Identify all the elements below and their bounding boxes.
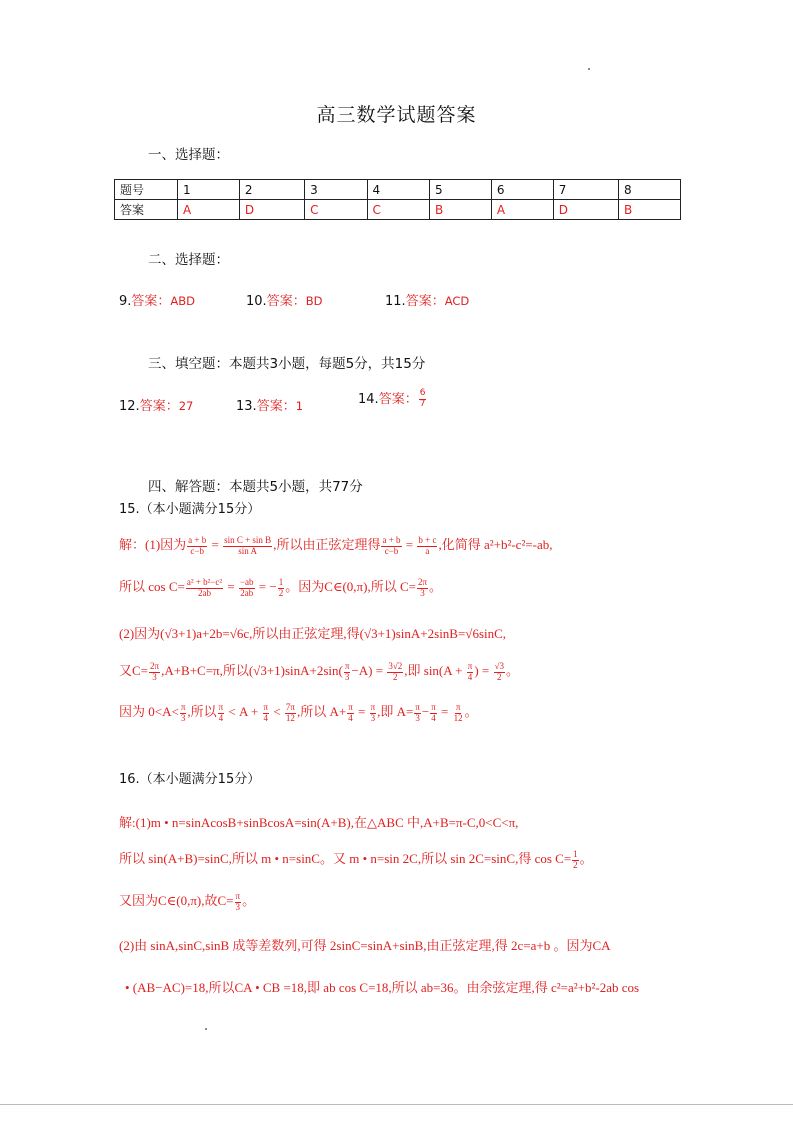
table-row [115, 200, 681, 220]
fraction-numerator: sin C + sin B [224, 534, 272, 545]
table-cell-answer: B [429, 200, 491, 220]
text-run: − [421, 704, 430, 719]
section3-heading: 三、填空题：本题共3小题，每题5分，共15分 [148, 356, 426, 372]
item-number: 11. [385, 294, 406, 309]
q15-line-1 [119, 534, 553, 556]
fraction-numerator: π [370, 701, 376, 712]
fraction-numerator: 2π [417, 576, 428, 587]
fraction [572, 850, 579, 871]
table-cell-answer: B [619, 200, 681, 220]
section1-heading: 一、选择题： [148, 147, 229, 163]
answer-label: 答案： [256, 399, 296, 414]
text-run: 。 [505, 663, 519, 678]
fraction-numerator: π [455, 701, 461, 712]
section4-heading: 四、解答题：本题共5小题，共77分 [148, 479, 363, 495]
fraction [347, 703, 354, 724]
fraction-numerator: 3√2 [388, 660, 403, 671]
text-run: 解：(1)因为 [119, 537, 187, 552]
answer-item-10 [246, 290, 322, 309]
text-run: ,化简得 a²+b²-c²=-ab, [438, 537, 553, 552]
item-number: 9. [119, 294, 132, 309]
text-run: 所以 sin(A+B)=sinC,所以 m • n=sinC。又 m • n=sin 2C,所以 sin 2C=sinC,得 cos C= [119, 851, 572, 866]
page-title: 高三数学试题答案 [316, 104, 477, 126]
fraction-denominator: 4 [431, 712, 436, 723]
fraction-numerator: π [467, 660, 473, 671]
fraction [186, 578, 223, 599]
text-run: 所以 cos C= [119, 579, 185, 594]
answer-value: ABD [170, 294, 196, 308]
text-run: ,所以 A+ [296, 704, 347, 719]
table-cell-answer: D [553, 200, 618, 220]
answer-item-14 [358, 388, 427, 410]
answer-label: 答案： [378, 392, 418, 407]
answer-item-12 [119, 395, 193, 414]
fraction-numerator: π [415, 701, 420, 712]
text-run: ,所以 [187, 704, 217, 719]
table-cell-number: 2 [239, 180, 304, 200]
q15-line-2: 所以 cos C= $\frac{\text{a² + b²−c²}}{2ab}$ = $\frac{-ab}{2ab}$ = − $\frac{1}{2}$ 。因为C∈(0,π),所以 C= $\frac{2\pi}{3}$ 。 [119, 576, 443, 598]
text-run: < A + [225, 704, 262, 719]
q16-line-2 [119, 848, 593, 870]
fraction [417, 578, 428, 599]
fraction [467, 662, 474, 683]
fraction [381, 536, 401, 557]
small-dot [205, 1028, 207, 1030]
fraction-denominator: 3 [420, 587, 425, 598]
text-run: = [402, 537, 417, 552]
fraction [344, 662, 351, 683]
section2-heading: 二、选择题： [148, 252, 229, 268]
fraction-denominator: 4 [348, 712, 353, 723]
fraction [370, 703, 377, 724]
fraction-numerator: a + b [188, 534, 207, 545]
q15-line-4 [119, 660, 519, 682]
fraction-denominator: 2ab [240, 587, 254, 598]
table-answer-label: 答案 [115, 200, 178, 220]
fraction [187, 536, 207, 557]
answer-label: 答案： [266, 294, 306, 309]
fraction [417, 536, 437, 557]
fraction-numerator: π [180, 701, 186, 712]
text-run: 。 [429, 579, 443, 594]
table-cell-number: 7 [553, 180, 618, 200]
fraction-denominator: 2ab [197, 587, 211, 598]
text-run: 。 [579, 851, 593, 866]
q15-title: 15.（本小题满分15分） [119, 502, 261, 517]
text-run: ,即 sin(A + [404, 663, 466, 678]
answer-fraction [419, 389, 427, 410]
fraction-numerator: π [218, 701, 224, 712]
fraction-numerator: 1 [278, 576, 284, 587]
text-run: ,A+B+C=π,所以(√3+1)sinA+2sin( [161, 663, 343, 678]
text-run: 。因为C∈(0,π),所以 C= [285, 579, 416, 594]
table-cell-number: 4 [367, 180, 429, 200]
item-number: 14. [358, 392, 379, 407]
fraction-numerator: π [431, 701, 436, 712]
text-run: 。 [464, 704, 478, 719]
fraction-numerator: a + b [382, 534, 401, 545]
table-cell-number: 6 [491, 180, 553, 200]
q16-line-4: (2)由 sinA,sinC,sinB 成等差数列,可得 2sinC=sinA+sinB,由正弦定理,得 2c=a+b 。因为CA [119, 938, 611, 953]
fraction-numerator: b + c [418, 534, 437, 545]
fraction-numerator: √3 [494, 660, 504, 671]
text-run: 又因为C∈(0,π),故C= [119, 893, 234, 908]
text-run: ) = [474, 663, 493, 678]
fraction-denominator: 3 [415, 712, 420, 723]
fraction [239, 578, 255, 599]
fraction-denominator: 12 [453, 712, 463, 723]
fraction-numerator: −ab [239, 576, 254, 587]
fraction [430, 703, 437, 724]
corner-dot [588, 68, 590, 70]
fraction-denominator: c−b [384, 545, 399, 556]
table-cell-answer: A [491, 200, 553, 220]
fraction [263, 703, 270, 724]
fraction-numerator: 7π [285, 701, 295, 712]
fraction-denominator: 2 [278, 587, 284, 598]
q16-line-5: • (AB−AC)=18,所以CA • CB =18,即 ab cos C=18,所以 ab=36。由余弦定理,得 c²=a²+b²-2ab cos [125, 980, 640, 995]
table-header-label: 题号 [115, 180, 178, 200]
answer-item-9 [119, 290, 195, 309]
fraction [149, 662, 160, 683]
text-run: 又C= [119, 663, 149, 678]
fraction-denominator: 3 [235, 901, 241, 912]
answer-label: 答案： [139, 399, 179, 414]
answer-value: BD [305, 294, 323, 308]
text-run: ,即 A= [377, 704, 414, 719]
fraction-denominator: 7 [419, 399, 426, 409]
item-number: 10. [246, 294, 267, 309]
fraction [285, 703, 296, 724]
text-run: 。 [242, 893, 256, 908]
fraction-numerator: π [348, 701, 353, 712]
fraction-denominator: a [425, 545, 430, 556]
text-run: = [208, 537, 223, 552]
answer-value: 1 [295, 399, 304, 413]
q15-line-5 [119, 701, 478, 723]
fraction-denominator: 2 [573, 859, 578, 870]
fraction-denominator: 3 [370, 712, 376, 723]
text-run: < [270, 704, 284, 719]
fraction-denominator: c−b [190, 545, 204, 556]
fraction [494, 662, 505, 683]
fraction-denominator: sin A [238, 545, 258, 556]
answer-label: 答案： [405, 294, 445, 309]
table-cell-number: 1 [178, 180, 240, 200]
fraction-denominator: 2 [496, 671, 502, 682]
answer-item-11 [385, 290, 469, 309]
text-run: = [437, 704, 452, 719]
table-cell-answer: A [178, 200, 240, 220]
fraction-denominator: 2 [393, 671, 398, 682]
fraction [235, 892, 242, 913]
answer-value: ACD [444, 294, 470, 308]
fraction-numerator: π [235, 890, 241, 901]
table-cell-number: 8 [619, 180, 681, 200]
fraction-denominator: 4 [263, 712, 269, 723]
text-run: −A) = [351, 663, 387, 678]
fraction-numerator: π [344, 660, 350, 671]
fraction-numerator: 1 [573, 848, 578, 859]
fraction [180, 703, 187, 724]
answer-value: 27 [178, 399, 194, 413]
fraction-denominator: 12 [285, 712, 295, 723]
fraction [223, 536, 272, 557]
fraction [278, 578, 285, 599]
text-run: 因为 0<A< [119, 704, 179, 719]
answer-label: 答案： [131, 294, 171, 309]
text-run: = [354, 704, 369, 719]
fraction-numerator: a² + b²−c² [186, 576, 223, 587]
page-bottom-rule [0, 1104, 793, 1105]
answer-item-13 [236, 395, 303, 414]
fraction-numerator: π [263, 701, 269, 712]
table-cell-number: 3 [305, 180, 367, 200]
table-cell-answer: D [239, 200, 304, 220]
table-cell-number: 5 [429, 180, 491, 200]
fraction-denominator: 4 [218, 712, 224, 723]
q16-line-1: 解:(1)m • n=sinAcosB+sinBcosA=sin(A+B),在△ABC 中,A+B=π-C,0<C<π, [119, 815, 519, 830]
q16-title: 16.（本小题满分15分） [119, 772, 261, 787]
fraction [218, 703, 225, 724]
item-number: 12. [119, 399, 140, 414]
fraction [453, 703, 464, 724]
table-cell-answer: C [367, 200, 429, 220]
fraction-denominator: 3 [344, 671, 350, 682]
q15-line-3: (2)因为(√3+1)a+2b=√6c,所以由正弦定理,得(√3+1)sinA+2sinB=√6sinC, [119, 626, 507, 641]
item-number: 13. [236, 399, 257, 414]
text-run: = [224, 579, 238, 594]
text-run: ,所以由正弦定理得 [273, 537, 381, 552]
fraction-numerator: 2π [150, 660, 160, 671]
fraction-denominator: 3 [180, 712, 186, 723]
q16-line-3 [119, 890, 255, 912]
answer-table [114, 179, 681, 220]
fraction [414, 703, 421, 724]
fraction [387, 662, 403, 683]
fraction-denominator: 4 [467, 671, 473, 682]
table-row [115, 180, 681, 200]
fraction-numerator: 6 [419, 388, 426, 399]
fraction-denominator: 3 [152, 671, 157, 682]
table-cell-answer: C [305, 200, 367, 220]
